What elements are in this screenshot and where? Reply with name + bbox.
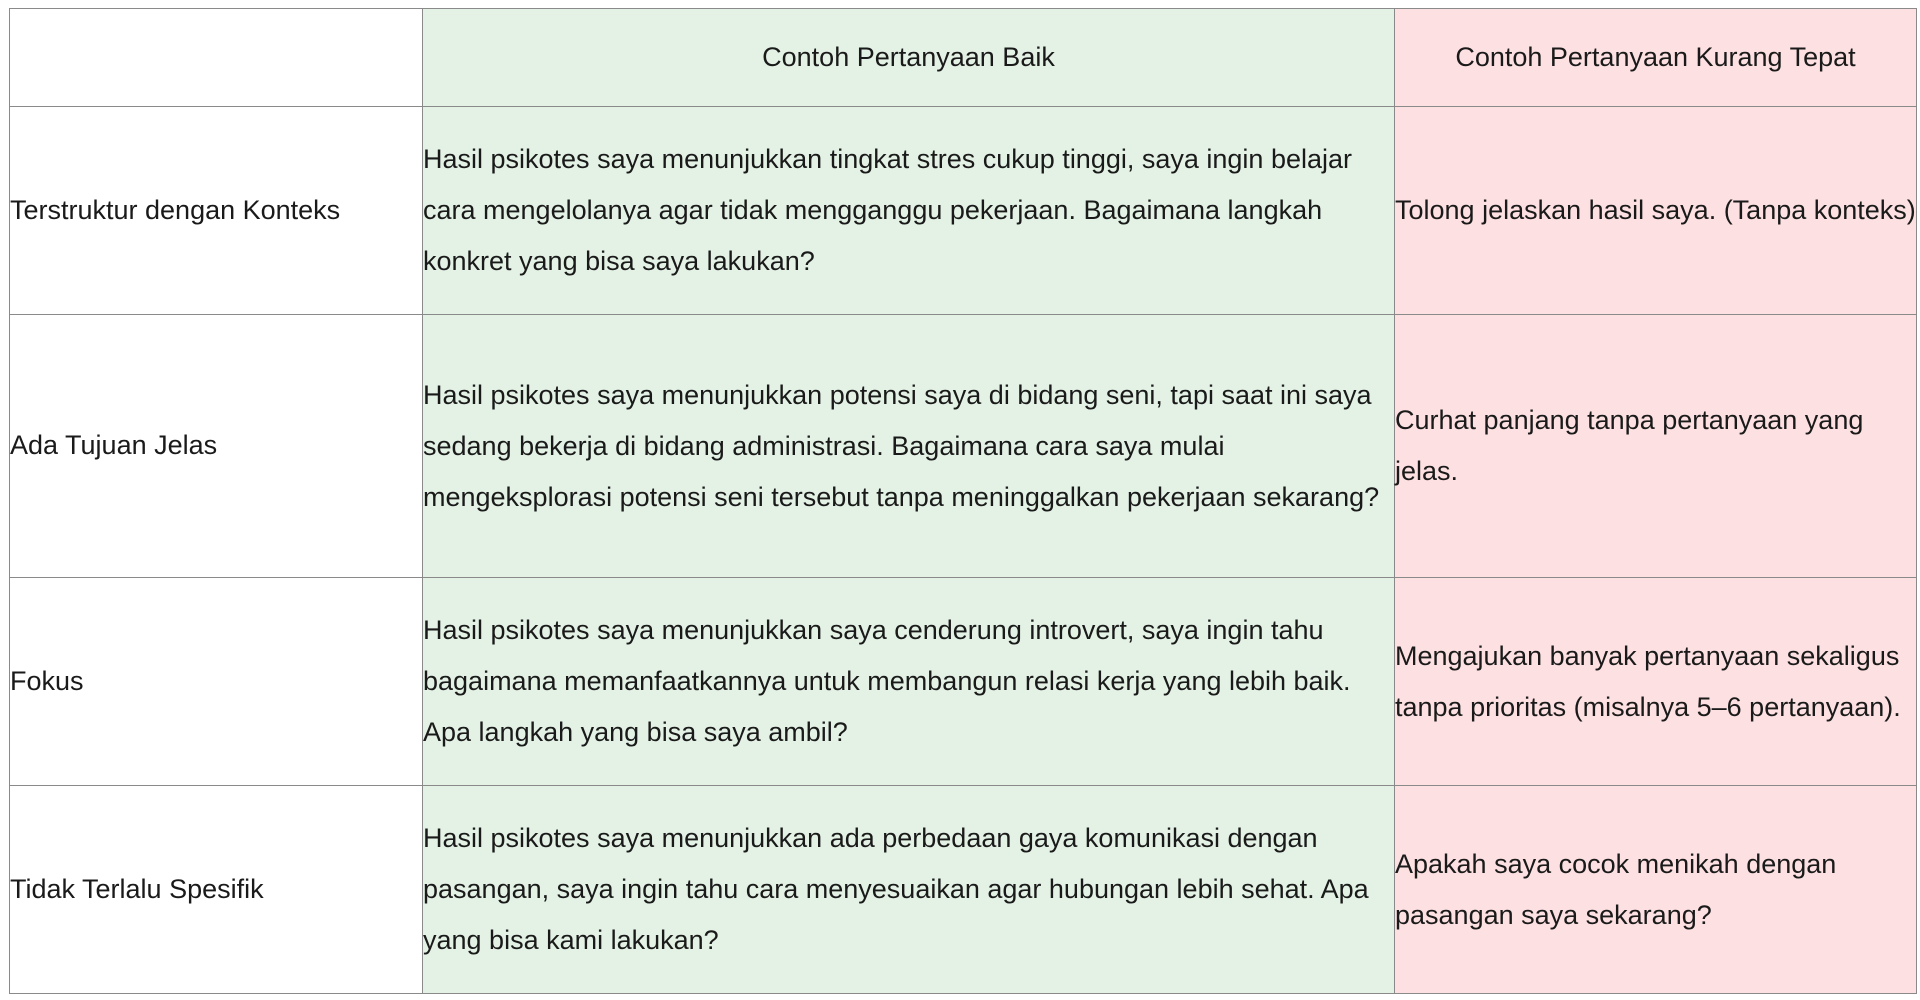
comparison-table xyxy=(9,8,1917,994)
header-criteria xyxy=(10,9,423,107)
good-example xyxy=(423,107,1395,315)
header-good-examples: Contoh Pertanyaan Baik xyxy=(423,9,1395,107)
table-header-row xyxy=(10,9,1917,107)
row-criterion: Terstruktur dengan Konteks xyxy=(10,107,423,315)
good-example-text: Hasil psikotes saya menunjukkan saya cenderung introvert, saya ingin tahu bagaimana memanfaatkannya untuk membangun relasi kerja yang lebih baik. Apa langkah yang bisa saya ambil? xyxy=(423,615,1351,747)
bad-example-text: Mengajukan banyak pertanyaan sekaligus tanpa prioritas (misalnya 5–6 pertanyaan). xyxy=(1395,640,1901,722)
row-criterion: Ada Tujuan Jelas xyxy=(10,315,423,578)
row-criterion: Fokus xyxy=(10,578,423,786)
bad-example-text: Tolong jelaskan hasil saya. (Tanpa konteks) xyxy=(1395,195,1916,225)
good-example-text: Hasil psikotes saya menunjukkan tingkat stres cukup tinggi, saya ingin belajar cara mengelolanya agar tidak mengganggu pekerjaan. Bagaimana langkah konkret yang bisa saya lakukan? xyxy=(423,144,1352,276)
header-bad-examples: Contoh Pertanyaan Kurang Tepat xyxy=(1395,9,1917,107)
good-example xyxy=(423,315,1395,578)
table-row xyxy=(10,786,1917,994)
table-row xyxy=(10,578,1917,786)
table-row xyxy=(10,107,1917,315)
bad-example xyxy=(1395,315,1917,578)
bad-example xyxy=(1395,578,1917,786)
table-row xyxy=(10,315,1917,578)
good-example xyxy=(423,786,1395,994)
good-example xyxy=(423,578,1395,786)
bad-example xyxy=(1395,786,1917,994)
bad-example-text: Apakah saya cocok menikah dengan pasangan saya sekarang? xyxy=(1395,848,1837,930)
row-criterion: Tidak Terlalu Spesifik xyxy=(10,786,423,994)
bad-example-text: Curhat panjang tanpa pertanyaan yang jelas. xyxy=(1395,405,1864,486)
bad-example xyxy=(1395,107,1917,315)
good-example-text: Hasil psikotes saya menunjukkan ada perbedaan gaya komunikasi dengan pasangan, saya ingin tahu cara menyesuaikan agar hubungan lebih sehat. Apa yang bisa kami lakukan? xyxy=(423,823,1369,955)
good-example-text: Hasil psikotes saya menunjukkan potensi saya di bidang seni, tapi saat ini saya sedang bekerja di bidang administrasi. Bagaimana cara saya mulai mengeksplorasi potensi seni tersebut tanpa meninggalkan pekerjaan sekarang? xyxy=(423,379,1380,512)
